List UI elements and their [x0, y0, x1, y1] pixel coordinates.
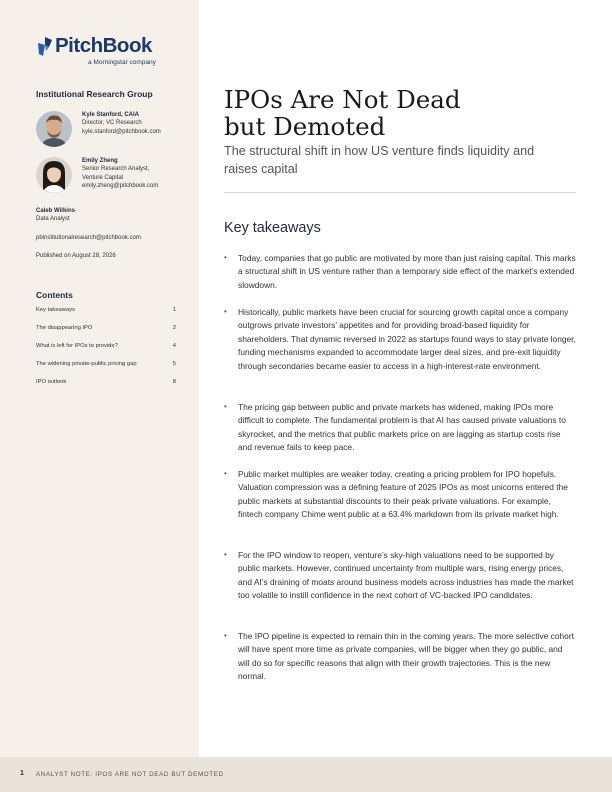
- list-item-text: Public market multiples are weaker today, creating a pricing problem for IPO hopefuls. Valuation compression was a defining feature of 2025 IPOs as most unicorns entered the public markets at substantial discounts to their peak private valuations. For example, fintech company Chime went public at a 63.4% markdown from its private market high.: [238, 469, 568, 520]
- list-item-text: For the IPO window to reopen, venture’s sky-high valuations need to be supported by public markets. However, continued uncertainty from multiple wars, rising energy prices, and AI’s draining of moats around business models across industries has made the market too volatile to instill confidence in the next cohort of VC-backed IPO candidates.: [238, 550, 574, 601]
- bullet-icon: •: [224, 469, 227, 478]
- contact-email[interactable]: pbinstitutionalresearch@pitchbook.com: [36, 235, 141, 241]
- title-line: IPOs Are Not Dead: [224, 85, 461, 114]
- toc-page: 2: [172, 325, 176, 331]
- list-item-text: The pricing gap between public and private markets has widened, making IPOs more difficult to complete. The fundamental problem is that AI has caused private valuations to skyrocket, and the metrics that public markets price on are lagging as startup costs rise and revenue fails to keep pace.: [238, 402, 566, 453]
- list-item-text: The IPO pipeline is expected to remain thin in the coming years. The more selective cohort will have spent more time as private companies, will be bigger when they go public, and will do so for specific reasons that align with their growth trajectories. This is the new normal.: [238, 631, 574, 682]
- pitchbook-logo: [36, 36, 166, 70]
- author-email[interactable]: emily.zheng@pitchbook.com: [82, 183, 159, 190]
- bullet-icon: •: [224, 550, 227, 559]
- sidebar: [0, 0, 199, 757]
- toc-page: 1: [172, 307, 176, 313]
- toc-item[interactable]: [36, 361, 176, 367]
- toc-page: 8: [172, 379, 176, 385]
- published-date: Published on August 28, 2026: [36, 253, 116, 259]
- toc-item[interactable]: [36, 343, 176, 349]
- author-role: Data Analyst: [36, 216, 70, 223]
- running-title: ANALYST NOTE: IPOS ARE NOT DEAD BUT DEMOTED: [36, 771, 224, 778]
- contents-title: Contents: [36, 290, 73, 300]
- page-subtitle: The structural shift in how US venture finds liquidity and raises capital: [224, 144, 535, 176]
- author-name: Caleb Wilkins: [36, 208, 75, 214]
- avatar: [36, 157, 72, 193]
- author-role-line2: Venture Capital: [82, 174, 124, 181]
- avatar: [36, 111, 72, 147]
- toc-item[interactable]: [36, 325, 176, 331]
- toc-page: 5: [172, 361, 176, 367]
- author-caleb: [36, 207, 75, 224]
- bullet-icon: •: [224, 307, 227, 316]
- pitchbook-logo-icon: [36, 37, 54, 57]
- bullet-icon: •: [224, 402, 227, 411]
- author-info: [82, 157, 158, 191]
- toc-label: The disappearing IPO: [36, 325, 93, 331]
- toc-item[interactable]: [36, 379, 176, 385]
- bullet-icon: •: [224, 631, 227, 640]
- author-info: [82, 111, 161, 136]
- page-number: 1: [20, 770, 24, 777]
- toc-label: Key takeaways: [36, 307, 75, 313]
- toc-item[interactable]: [36, 307, 176, 313]
- toc-label: IPO outlook: [36, 379, 67, 385]
- page-title: [224, 86, 461, 140]
- author-name: Kyle Stanford, CAIA: [82, 112, 140, 118]
- list-item-text: Today, companies that go public are motivated by more than just raising capital. This marks a structural shift in US venture rather than a temporary side effect of the market’s extended slowdown.: [238, 253, 576, 290]
- toc-page: 4: [172, 343, 176, 349]
- toc-label: The widening private-public pricing gap: [36, 361, 137, 367]
- author-role: Director, VC Research: [82, 120, 142, 127]
- title-line: but Demoted: [224, 112, 386, 141]
- divider: [224, 192, 576, 193]
- toc-label: What is left for IPOs to provide?: [36, 343, 118, 349]
- author-name: Emily Zheng: [82, 158, 118, 164]
- brand-name: PitchBook: [55, 34, 152, 57]
- author-email[interactable]: kyle.stanford@pitchbook.com: [82, 128, 161, 135]
- bullet-icon: •: [224, 253, 227, 262]
- author-role: Senior Research Analyst,: [82, 166, 150, 173]
- page-footer: [0, 757, 612, 792]
- research-group-title: Institutional Research Group: [36, 89, 153, 99]
- brand-tagline: a Morningstar company: [88, 59, 156, 66]
- section-title: Key takeaways: [224, 220, 321, 236]
- list-item-text: Historically, public markets have been crucial for sourcing growth capital once a company outgrows private investors’ appetites and for providing broad-based liquidity for shareholders. That dynamic reversed in 2022 as startups found ways to stay private longer, funding mechanisms expanded to accommodate larger deal sizes, and pre-exit liquidity through secondaries became easier to access in a high-interest-rate environment.: [238, 307, 576, 371]
